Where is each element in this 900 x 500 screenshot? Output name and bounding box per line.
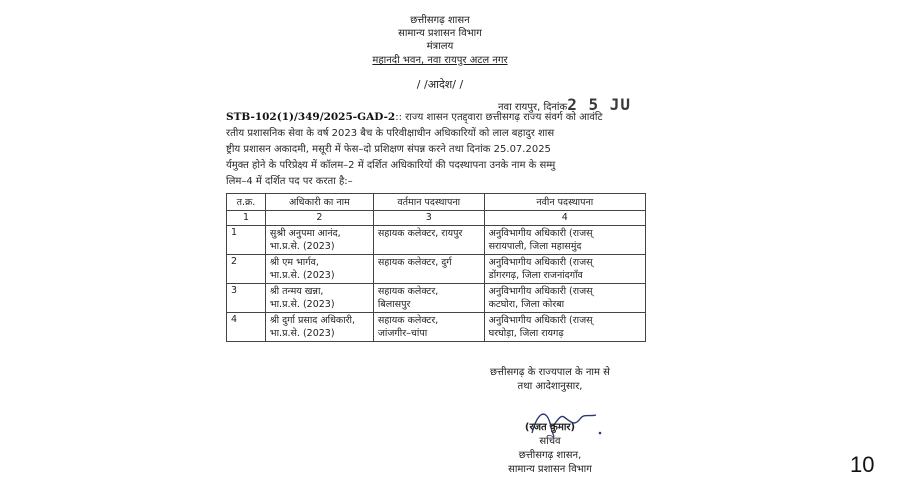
signatory-dept-line-2: सामान्य प्रशासन विभाग <box>508 464 592 475</box>
new-posting-line: घरघोड़ा, जिला रायगढ़ <box>488 328 564 339</box>
col-number: 4 <box>484 211 645 226</box>
page-number: 10 <box>850 452 875 477</box>
officer-service: भा.प्र.से. (2023) <box>269 270 335 281</box>
col-number: 3 <box>373 211 484 226</box>
current-posting-line: सहायक कलेक्टर, रायपुर <box>377 228 463 239</box>
body-line-3: ष्ट्रीय प्रशासन अकादमी, मसूरी में फेस–दो प्रशिक्षण संपन्न करने तथा दिनांक 25.07.2025 <box>226 144 551 155</box>
col-header-current-posting: वर्तमान पदस्थापना <box>373 194 484 211</box>
row-new-posting <box>484 255 645 284</box>
body-line-5: लिम–4 में दर्शित पद पर करता है:– <box>226 176 353 187</box>
order-title: / /आदेश/ / <box>416 78 464 91</box>
officer-name: श्री दुर्गा प्रसाद अधिकारी, <box>269 315 356 326</box>
current-posting-line: बिलासपुर <box>377 299 411 310</box>
new-posting-line: अनुविभागीय अधिकारी (राजस् <box>488 228 593 239</box>
signatory-name: (रजत कुमार) <box>524 422 576 433</box>
col-header-officer-name: अधिकारी का नाम <box>265 194 373 211</box>
row-sno: 2 <box>227 255 266 284</box>
header-govt: छत्तीसगढ़ शासन <box>410 15 470 26</box>
current-posting-line: सहायक कलेक्टर, <box>377 315 439 326</box>
officer-service: भा.प्र.से. (2023) <box>269 241 335 252</box>
row-current-posting <box>373 255 484 284</box>
row-officer-name <box>265 255 373 284</box>
signatory-dept-line-1: छत्तीसगढ़ शासन, <box>518 450 582 461</box>
col-header-new-posting: नवीन पदस्थापना <box>484 194 645 211</box>
row-new-posting <box>484 284 645 313</box>
reference-number: STB-102(1)/349/2025-GAD-2 <box>226 111 396 123</box>
table-column-number-row <box>227 211 646 226</box>
row-officer-name <box>265 313 373 342</box>
row-current-posting <box>373 226 484 255</box>
body-line-2: रतीय प्रशासनिक सेवा के वर्ष 2023 बैच के परिवीक्षाधीन अधिकारियों को लाल बहादुर शास <box>226 128 555 139</box>
current-posting-line: जांजगीर–चांपा <box>377 328 428 339</box>
signature-authority-line-1: छत्तीसगढ़ के राज्यपाल के नाम से <box>490 367 610 378</box>
row-officer-name <box>265 226 373 255</box>
header-department: सामान्य प्रशासन विभाग <box>398 28 482 39</box>
signature-authority-line-2: तथा आदेशानुसार, <box>517 381 583 392</box>
new-posting-line: कटघोरा, जिला कोरबा <box>488 299 565 310</box>
body-line-4: र्यमुक्त होने के परिप्रेक्ष्य में कॉलम–2 में दर्शित अधिकारियों की पदस्थापना उनके नाम के सम्मु <box>226 160 556 171</box>
header-address: महानदी भवन, नवा रायपुर अटल नगर <box>372 55 508 66</box>
body-line-1 <box>226 109 603 123</box>
col-number: 2 <box>265 211 373 226</box>
date-stamp: 2 5 JU <box>567 95 632 114</box>
new-posting-line: डोंगरगढ़, जिला राजनांदगाँव <box>488 270 583 281</box>
table-row <box>227 284 646 313</box>
col-number: 1 <box>227 211 266 226</box>
order-body-area <box>226 109 646 349</box>
posting-table <box>226 193 646 342</box>
signatory-designation: सचिव <box>539 436 561 447</box>
row-sno: 3 <box>227 284 266 313</box>
new-posting-line: अनुविभागीय अधिकारी (राजस् <box>488 257 593 268</box>
officer-name: श्री तन्मय खन्ना, <box>269 286 324 297</box>
new-posting-line: सरायपाली, जिला महासमुंद <box>488 241 582 252</box>
table-header-row <box>227 194 646 211</box>
officer-name: श्री एम भार्गव, <box>269 257 319 268</box>
current-posting-line: सहायक कलेक्टर, दुर्ग <box>377 257 452 268</box>
row-current-posting <box>373 284 484 313</box>
new-posting-line: अनुविभागीय अधिकारी (राजस् <box>488 286 593 297</box>
table-row <box>227 313 646 342</box>
row-new-posting <box>484 226 645 255</box>
officer-service: भा.प्र.से. (2023) <box>269 328 335 339</box>
row-officer-name <box>265 284 373 313</box>
row-sno: 1 <box>227 226 266 255</box>
row-sno: 4 <box>227 313 266 342</box>
table-row <box>227 255 646 284</box>
row-new-posting <box>484 313 645 342</box>
row-current-posting <box>373 313 484 342</box>
officer-service: भा.प्र.से. (2023) <box>269 299 335 310</box>
header-ministry: मंत्रालय <box>426 41 454 52</box>
place-date-label: नवा रायपुर, दिनांक <box>498 102 568 113</box>
col-header-sno: त.क्र. <box>227 194 266 211</box>
officer-name: सुश्री अनुपमा आनंद, <box>269 228 341 239</box>
current-posting-line: सहायक कलेक्टर, <box>377 286 439 297</box>
body-line-1-text: :: राज्य शासन एतद्द्वारा छत्तीसगढ़ राज्य संवर्ग को आवंटि <box>395 112 603 123</box>
new-posting-line: अनुविभागीय अधिकारी (राजस् <box>488 315 593 326</box>
table-row <box>227 226 646 255</box>
